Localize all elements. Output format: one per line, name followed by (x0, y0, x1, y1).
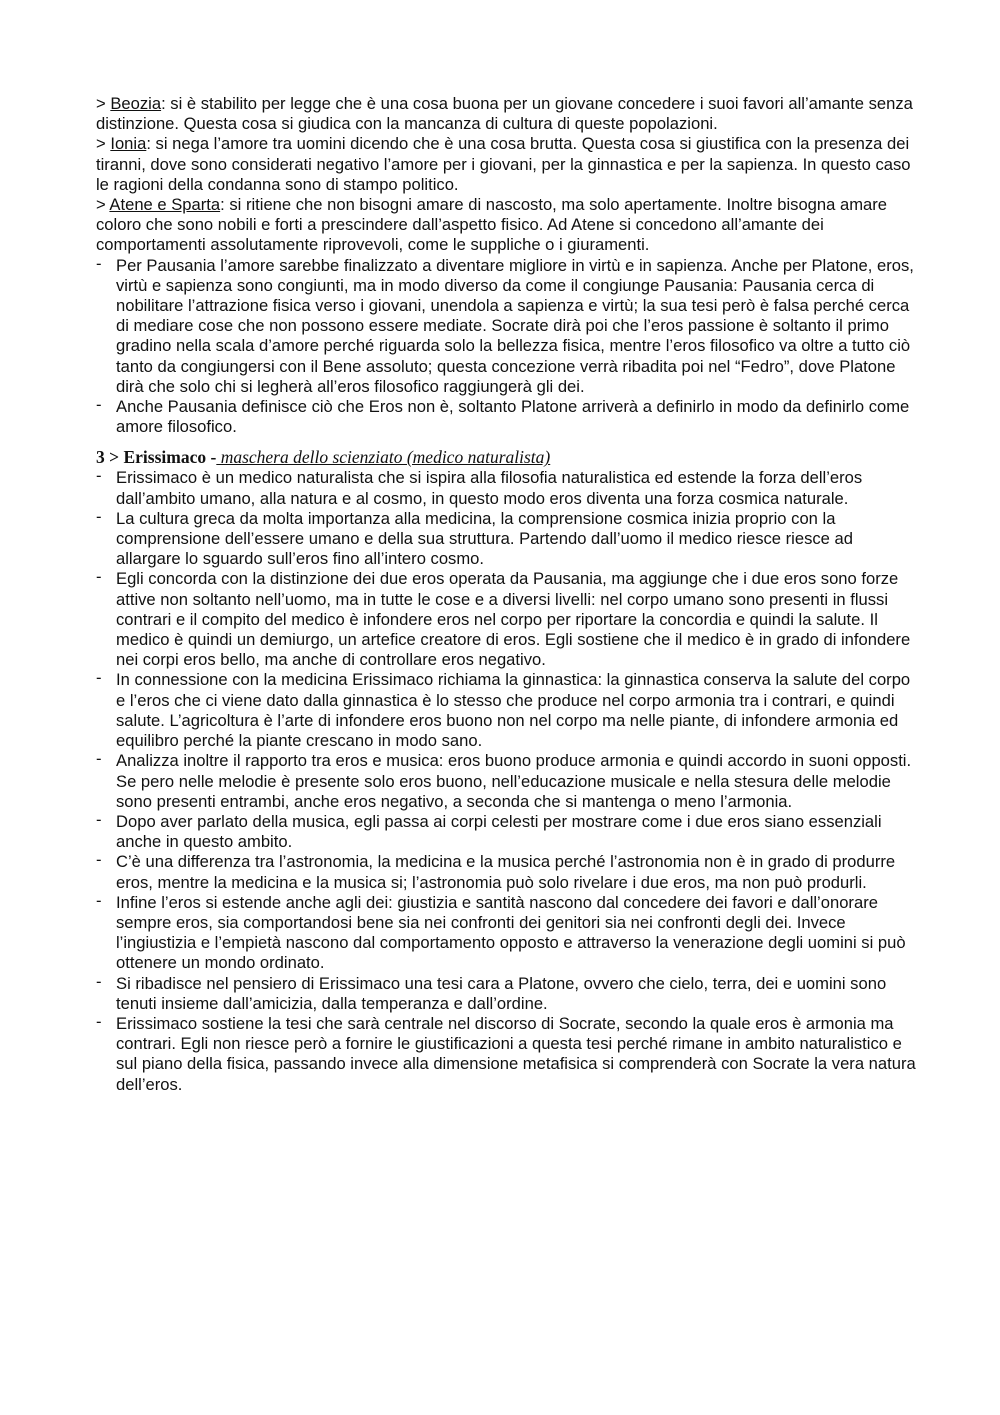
list-item-text: Infine l’eros si estende anche agli dei: giustizia e santità nascono dal concedere dei favori e dall’onorare sempre eros, sia comportandosi bene sia nei confronti dei genitori sia nei confronti degli dei. Invece l’ingiustizia e l’empietà nascono dal comportamento opposto e attraverso la venerazione degli uomini si può ottenere un mondo ordinato. (116, 892, 906, 973)
place-name: Atene e Sparta (109, 195, 221, 215)
list-item-text: Analizza inoltre il rapporto tra eros e musica: eros buono produce armonia e quindi accordo in suoni opposti. Se pero nelle melodie è presente solo eros buono, nell’educazione musicale e nella stesura delle melodie sono presenti entrambi, anche eros negativo, a seconda che si mantenga o meno l’armonia. (116, 751, 912, 811)
document-page (96, 94, 916, 1095)
bullet-dash: - (96, 971, 102, 991)
list-item-text: La cultura greca da molta importanza alla medicina, la comprensione cosmica inizia proprio con la comprensione dell’essere umano e della sua struttura. Partendo dall’uomo il medico riesce riesce ad allargare lo sguardo sull’eros fino all’intero cosmo. (116, 508, 853, 569)
place-name: Beozia (110, 94, 162, 113)
bullet-dash: - (96, 749, 102, 769)
section-number: 3 > Erissimaco - (96, 447, 217, 468)
intro-text: : si ritiene che non bisogni amare di nascosto, ma solo apertamente. Inoltre bisogna amare coloro che sono nobili e forti a prescindere dall’aspetto fisico. Ad Atene si concedono all’amante dei comportamenti assolutamente riprovevoli, come le suppliche o i giuramenti. (96, 195, 888, 255)
intro-item-atene-sparta (96, 195, 916, 256)
list-item-text: Per Pausania l’amore sarebbe finalizzato a diventare migliore in virtù e in sapienza. Anche per Platone, eros, virtù e sapienza sono congiunti, ma in modo diverso da come il congiunge Pausania: Pausania cerca di nobilitare l’attrazione fisica verso i giovani, unendola a sapienza e virtù; la sua tesi però è falsa perché cerca di mediare cose che non possono essere mediate. Socrate dirà poi che l’eros passione è soltanto il primo gradino nella scala d’amore perché riguarda solo la bellezza fisica, mentre l’eros filosofico va oltre a tutto ciò tanto da congiungersi con il Bene assoluto; questa concezione verrà ribadita poi nel “Fedro”, dove Platone dirà che solo chi si legherà all’eros filosofico raggiungerà gli dei. (116, 255, 914, 396)
intro-marker: > (96, 134, 106, 154)
intro-marker: > (96, 94, 106, 113)
bullet-dash: - (96, 506, 102, 526)
list-item-text: Dopo aver parlato della musica, egli passa ai corpi celesti per mostrare come i due eros siano essenziali anche in questo ambito. (116, 811, 882, 852)
bullet-dash: - (96, 1011, 102, 1031)
bullet-dash: - (96, 567, 102, 587)
list-item (96, 253, 916, 397)
section-subtitle: maschera dello scienziato (medico naturalista) (216, 447, 551, 468)
bullet-dash: - (96, 890, 102, 910)
bullet-dash: - (96, 850, 102, 870)
list-item (96, 670, 916, 751)
erissimaco-list (96, 468, 916, 1094)
list-item-text: C’è una differenza tra l’astronomia, la medicina e la musica perché l’astronomia non è in grado di produrre eros, mentre la medicina e la musica si; l’astronomia può solo rivelare i due eros, ma non può produrli. (116, 852, 896, 892)
list-item-text: Egli concorda con la distinzione dei due eros operata da Pausania, ma aggiunge che i due eros sono forze attive non soltanto nell’uomo, ma in tutte le cose e a diversi livelli: nel corpo umano sono presenti in flussi contrari e il compito del medico è infondere eros nel corpo per riportare la concordia e quindi la salute. Il medico è quindi un demiurgo, un artefice creatore di eros. Egli sostiene che il medico è in grado di infondere nei corpi eros bello, ma anche di controllare eros negativo. (116, 569, 911, 670)
list-item-text: In connessione con la medicina Erissimaco richiama la ginnastica: la ginnastica conserva la salute del corpo e l’eros che ci viene dato dalla ginnastica è lo stesso che produce nel corpo armonia tra i contrari, e quindi salute. L’agricoltura è l’arte di infondere eros buono non nel corpo ma nelle piante, di infondere armonia ed equilibro perché la piante crescano in modo sano. (116, 670, 911, 751)
list-item (96, 1011, 916, 1095)
list-item-text: Erissimaco è un medico naturalista che si ispira alla filosofia naturalistica ed estende la forza dell’eros dall’ambito umano, alla natura e al cosmo, in questo modo eros diventa una forza cosmica naturale. (116, 468, 863, 508)
intro-section (96, 94, 916, 256)
section-heading (96, 446, 916, 468)
list-item-text: Anche Pausania definisce ciò che Eros non è, soltanto Platone arriverà a definirlo in modo da definirlo come amore filosofico. (116, 397, 910, 437)
list-item (96, 890, 916, 974)
intro-text: : si nega l’amore tra uomini dicendo che è una cosa brutta. Questa cosa si giustifica con la presenza dei tiranni, dove sono considerati negativo l’amore per i giovani, per la ginnastica e per la sapienza. In questo caso le ragioni della condanna sono di stampo politico. (96, 134, 911, 194)
list-item (96, 809, 916, 852)
bullet-dash: - (96, 395, 102, 415)
list-item-text: Erissimaco sostiene la tesi che sarà centrale nel discorso di Socrate, secondo la quale eros è armonia ma contrari. Egli non riesce però a fornire le giustificazioni a questa tesi perché rimane in ambito naturalistico e sul piano della fisica, passando invece alla dimensione metafisica si comprenderà con Socrate la vera natura dell’eros. (116, 1013, 916, 1094)
list-item (96, 852, 916, 892)
bullet-dash: - (96, 466, 102, 486)
bullet-dash: - (96, 253, 102, 273)
place-name: Ionia (110, 134, 147, 154)
list-item (96, 569, 916, 670)
bullet-dash: - (96, 668, 102, 688)
intro-text: : si è stabilito per legge che è una cosa buona per un giovane concedere i suoi favori all’amante senza distinzione. Questa cosa si giudica con la mancanza di cultura di queste popolazioni. (96, 94, 913, 134)
intro-item-ionia (96, 134, 916, 195)
list-item (96, 397, 916, 437)
list-item (96, 751, 916, 812)
list-item-text: Si ribadisce nel pensiero di Erissimaco una tesi cara a Platone, ovvero che cielo, terra, dei e uomini sono tenuti insieme dall’amicizia, dalla temperanza e dall’ordine. (116, 973, 887, 1013)
intro-marker: > (96, 195, 106, 215)
intro-item-beozia (96, 94, 916, 134)
list-item (96, 971, 916, 1014)
list-item (96, 468, 916, 508)
list-item (96, 506, 916, 570)
pausania-list (96, 253, 916, 438)
bullet-dash: - (96, 809, 102, 829)
